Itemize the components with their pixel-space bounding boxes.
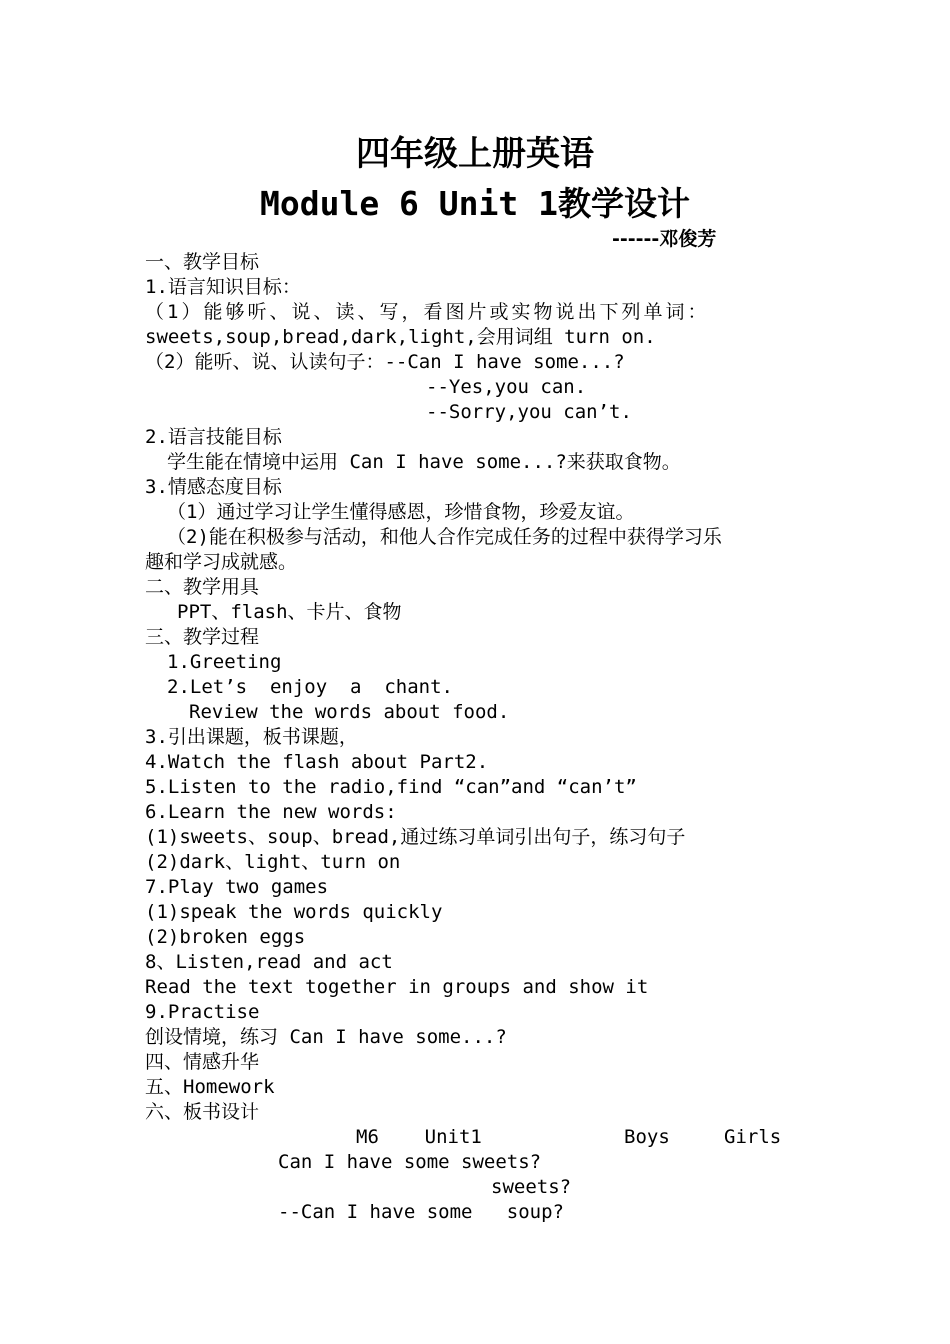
text-line: 1.Greeting xyxy=(167,651,282,673)
text-line: 3.引出课题，板书课题， xyxy=(145,726,358,748)
board-col-girls: Girls xyxy=(724,1126,782,1148)
section-heading: 四、情感升华 xyxy=(145,1051,260,1073)
text-line: sweets,soup,bread,dark,light,会用词组 turn on. xyxy=(145,326,656,348)
text-line: (2)dark、light、turn on xyxy=(145,851,401,873)
board-line: Can I have some sweets? xyxy=(278,1151,542,1173)
board-heading: M6 Unit1 xyxy=(356,1126,482,1148)
board-line: sweets? xyxy=(491,1176,572,1198)
text-line: 2.Let’s enjoy a chant. xyxy=(167,676,453,698)
text-line: （2)能在积极参与活动，和他人合作完成任务的过程中获得学习乐 xyxy=(167,526,722,548)
section-heading: 五、Homework xyxy=(145,1076,275,1098)
text-line: （1）能够听、说、读、写，看图片或实物说出下列单词： xyxy=(145,301,710,323)
section-heading: 一、教学目标 xyxy=(145,251,260,273)
section-heading: 三、教学过程 xyxy=(145,626,260,648)
text-line: --Sorry,you can’t. xyxy=(426,401,632,423)
text-line: 3.情感态度目标 xyxy=(145,476,282,498)
subtitle-module: Module 6 Unit 1 xyxy=(259,184,558,223)
board-line: --Can I have some soup? xyxy=(278,1201,564,1223)
text-line: 8、Listen,read and act xyxy=(145,951,393,973)
section-heading: 二、教学用具 xyxy=(145,576,260,598)
text-line: （2）能听、说、认读句子：--Can I have some...? xyxy=(145,351,625,373)
text-line: Review the words about food. xyxy=(189,701,510,723)
document-subtitle xyxy=(0,178,950,225)
text-line: （1）通过学习让学生懂得感恩，珍惜食物，珍爱友谊。 xyxy=(167,501,635,523)
text-line: --Yes,you can. xyxy=(426,376,587,398)
text-line: 7.Play two games xyxy=(145,876,329,898)
text-line: Read the text together in groups and show it xyxy=(145,976,649,998)
text-line: (2)broken eggs xyxy=(145,926,306,948)
text-line: 6.Learn the new words: xyxy=(145,801,397,823)
text-line: 9.Practise xyxy=(145,1001,260,1023)
author: ------邓俊芳 xyxy=(612,228,717,250)
text-line: (1)speak the words quickly xyxy=(145,901,443,923)
text-line: PPT、flash、卡片、食物 xyxy=(177,601,402,623)
text-line: 4.Watch the flash about Part2. xyxy=(145,751,489,773)
text-line: (1)sweets、soup、bread,通过练习单词引出句子，练习句子 xyxy=(145,826,686,848)
board-col-boys: Boys xyxy=(624,1126,670,1148)
subtitle-cn: 教学设计 xyxy=(558,184,690,223)
document-title: 四年级上册英语 xyxy=(356,134,594,174)
text-line: 2.语言技能目标 xyxy=(145,426,282,448)
text-line: 1.语言知识目标： xyxy=(145,276,301,298)
text-line: 学生能在情境中运用 Can I have some...?来获取食物。 xyxy=(167,451,681,473)
section-heading: 六、板书设计 xyxy=(145,1101,260,1123)
text-line: 趣和学习成就感。 xyxy=(145,551,298,573)
text-line: 创设情境，练习 Can I have some...? xyxy=(145,1026,507,1048)
text-line: 5.Listen to the radio,find “can”and “can’t” xyxy=(145,776,637,798)
